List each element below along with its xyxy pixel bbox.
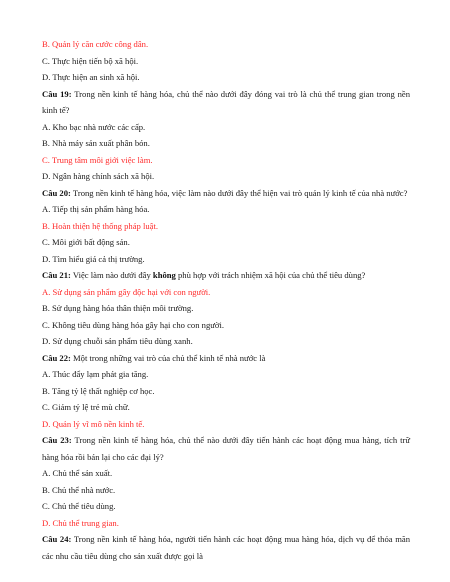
question-text: Một trong những vai trò của chủ thể kinh tế nhà nước là xyxy=(70,352,266,363)
question-label: Câu 19: xyxy=(42,88,72,99)
option-d-correct: D. Quản lý vĩ mô nền kinh tế. xyxy=(42,418,145,429)
question-text: Trong nền kinh tế hàng hóa, việc làm nào dưới đây thể hiện vai trò quản lý kinh tế của nhà nước? xyxy=(70,187,408,198)
option-a: A. Thúc đẩy lạm phát gia tăng. xyxy=(42,369,149,379)
option-d: D. Sử dụng chuỗi sản phẩm tiêu dùng xanh. xyxy=(42,336,193,346)
option-c: C. Môi giới bất động sản. xyxy=(42,237,130,247)
question-23 xyxy=(42,432,410,465)
question-22 xyxy=(42,350,410,367)
question-20 xyxy=(42,185,410,202)
question-label: Câu 23: xyxy=(42,435,72,445)
option-c: C. Giảm tỷ lệ trẻ mù chữ. xyxy=(42,402,130,412)
question-label: Câu 20: xyxy=(42,187,71,198)
option-b-correct: B. Quản lý căn cước công dân. xyxy=(42,39,149,49)
option-c: C. Thực hiện tiến bộ xã hội. xyxy=(42,55,139,66)
option-a: A. Chủ thể sản xuất. xyxy=(42,468,113,478)
option-d: D. Thực hiện an sinh xã hội. xyxy=(42,72,140,82)
question-19 xyxy=(42,86,410,119)
option-c: C. Chủ thể tiêu dùng. xyxy=(42,501,116,511)
question-24 xyxy=(42,531,410,564)
option-b: B. Tăng tỷ lệ thất nghiệp cơ học. xyxy=(42,385,155,396)
question-emphasis: không xyxy=(152,270,176,280)
question-text: Việc làm nào dưới đây xyxy=(70,270,153,280)
option-b: B. Chủ thể nhà nước. xyxy=(42,484,116,495)
question-text-end: phù hợp với trách nhiệm xã hội của chủ thể tiêu dùng? xyxy=(175,270,366,280)
option-a-correct: A. Sử dụng sản phẩm gây độc hại với con người. xyxy=(42,286,211,297)
option-b-correct: B. Hoàn thiện hệ thống pháp luật. xyxy=(42,220,158,231)
option-d-correct: D. Chủ thể trung gian. xyxy=(42,517,119,528)
option-d: D. Tìm hiểu giá cả thị trường. xyxy=(42,253,145,264)
question-text: Trong nền kinh tế hàng hóa, chủ thể nào dưới đây đóng vai trò là chủ thể trung gian trong nền kinh tế? xyxy=(42,88,410,115)
question-label: Câu 24: xyxy=(42,534,72,544)
option-a: A. Tiếp thị sản phẩm hàng hóa. xyxy=(42,204,150,214)
question-text: Trong nền kinh tế hàng hóa, người tiến hành các hoạt động mua hàng hóa, dịch vụ để thỏa mãn các nhu cầu tiêu dùng cho sản xuất được gọi là xyxy=(42,534,411,561)
option-b: B. Nhà máy sản xuất phân bón. xyxy=(42,138,150,148)
option-c-correct: C. Trung tâm môi giới việc làm. xyxy=(42,154,153,165)
option-a: A. Kho bạc nhà nước các cấp. xyxy=(42,121,146,132)
option-d: D. Ngân hàng chính sách xã hội. xyxy=(42,171,155,181)
option-c: C. Không tiêu dùng hàng hóa gây hại cho con người. xyxy=(42,319,225,330)
document-content xyxy=(42,36,410,564)
option-b: B. Sử dụng hàng hóa thân thiện môi trường. xyxy=(42,303,194,313)
question-label: Câu 22: xyxy=(42,352,71,363)
question-21 xyxy=(42,267,410,284)
question-label: Câu 21: xyxy=(42,270,71,280)
question-text: Trong nền kinh tế hàng hóa, chủ thể nào dưới đây tiến hành các hoạt động mua hàng, tích trữ hàng hóa rồi bán lại cho các đại lý? xyxy=(42,435,410,462)
